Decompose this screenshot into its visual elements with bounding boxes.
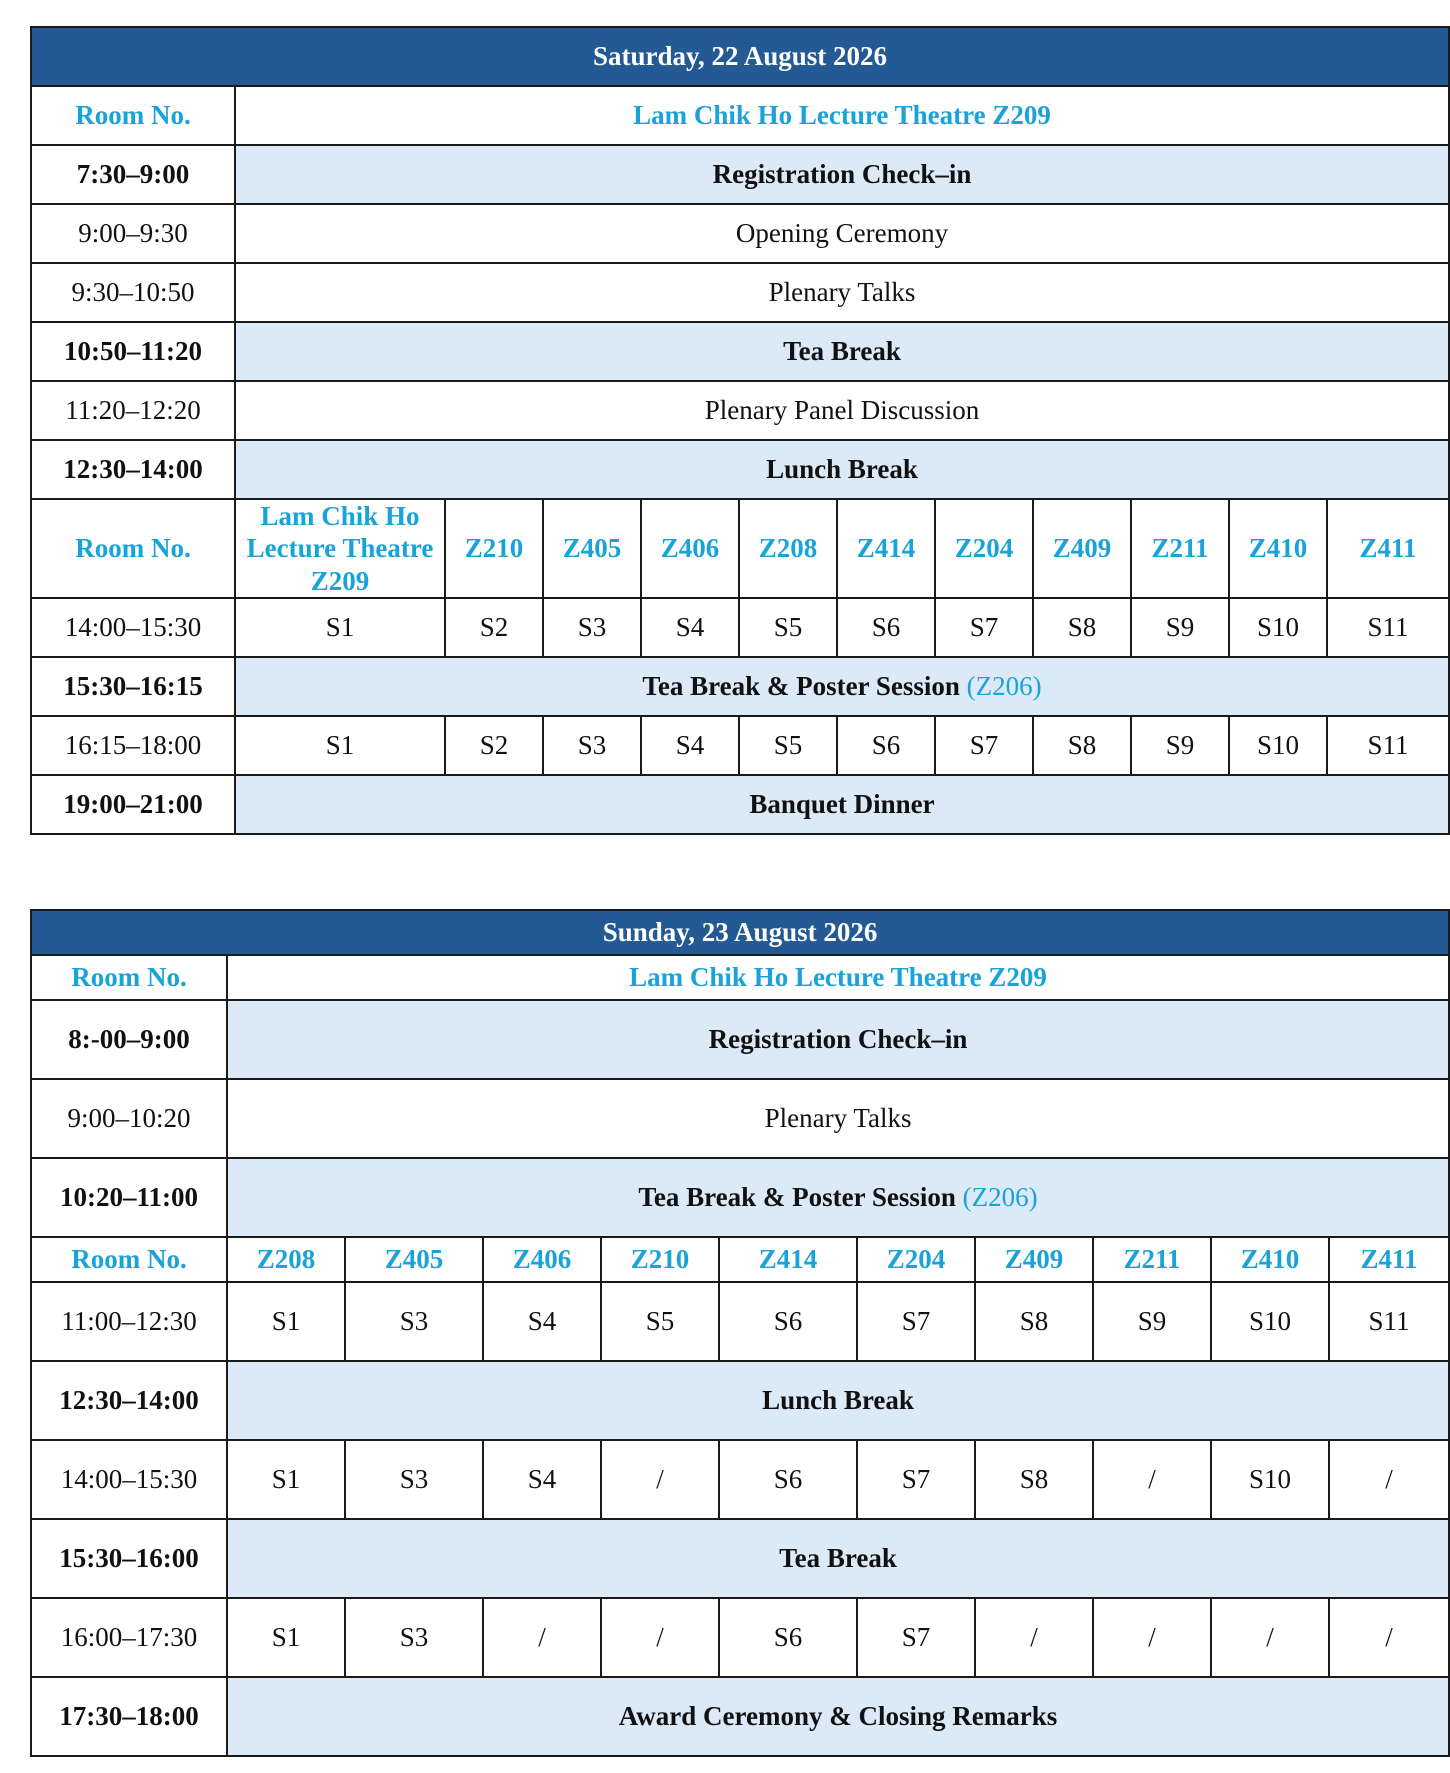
time-slot: 11:00–12:30 xyxy=(31,1282,227,1361)
event-registration: Registration Check–in xyxy=(235,145,1449,204)
session-cell: S6 xyxy=(719,1282,857,1361)
session-cell: S10 xyxy=(1211,1440,1329,1519)
session-cell: S3 xyxy=(543,716,641,775)
main-room: Lam Chik Ho Lecture Theatre Z209 xyxy=(235,86,1449,145)
event-label: Tea Break & Poster Session xyxy=(642,671,960,702)
event-panel-discussion: Plenary Panel Discussion xyxy=(235,381,1449,440)
poster-room: (Z206) xyxy=(966,671,1042,702)
event-opening-ceremony: Opening Ceremony xyxy=(235,204,1449,263)
room-header: Z210 xyxy=(445,499,543,598)
session-cell: S3 xyxy=(345,1282,483,1361)
session-cell: S8 xyxy=(975,1440,1093,1519)
session-cell: S6 xyxy=(837,716,935,775)
room-header: Z208 xyxy=(227,1237,345,1282)
event-label: Tea Break & Poster Session xyxy=(638,1182,956,1213)
session-cell: S1 xyxy=(227,1598,345,1677)
room-header: Z410 xyxy=(1229,499,1327,598)
room-header: Z211 xyxy=(1131,499,1229,598)
time-slot: 9:00–10:20 xyxy=(31,1079,227,1158)
room-header: Z409 xyxy=(1033,499,1131,598)
event-tea-poster xyxy=(227,1158,1449,1237)
time-slot: 10:50–11:20 xyxy=(31,322,235,381)
room-header: Z410 xyxy=(1211,1237,1329,1282)
session-cell: / xyxy=(483,1598,601,1677)
sunday-schedule-table xyxy=(30,909,1450,1757)
session-cell: S11 xyxy=(1327,716,1449,775)
time-slot: 7:30–9:00 xyxy=(31,145,235,204)
time-slot: 14:00–15:30 xyxy=(31,598,235,657)
room-header: Z411 xyxy=(1329,1237,1449,1282)
room-header: Z208 xyxy=(739,499,837,598)
event-banquet-dinner: Banquet Dinner xyxy=(235,775,1449,834)
time-slot: 16:00–17:30 xyxy=(31,1598,227,1677)
session-cell: / xyxy=(1211,1598,1329,1677)
room-header: Z409 xyxy=(975,1237,1093,1282)
room-no-label: Room No. xyxy=(31,955,227,1000)
session-cell: S7 xyxy=(857,1598,975,1677)
event-plenary-talks: Plenary Talks xyxy=(227,1079,1449,1158)
session-cell: / xyxy=(1329,1440,1449,1519)
saturday-schedule-table xyxy=(30,26,1450,835)
time-slot: 8:-00–9:00 xyxy=(31,1000,227,1079)
session-cell: S2 xyxy=(445,716,543,775)
session-cell: / xyxy=(1329,1598,1449,1677)
session-cell: S2 xyxy=(445,598,543,657)
session-cell: / xyxy=(1093,1598,1211,1677)
room-header: Z204 xyxy=(857,1237,975,1282)
session-cell: S8 xyxy=(975,1282,1093,1361)
session-cell: S8 xyxy=(1033,716,1131,775)
session-cell: / xyxy=(601,1598,719,1677)
session-cell: S9 xyxy=(1093,1282,1211,1361)
event-registration: Registration Check–in xyxy=(227,1000,1449,1079)
room-header: Z405 xyxy=(543,499,641,598)
session-cell: S5 xyxy=(739,716,837,775)
session-cell: S11 xyxy=(1329,1282,1449,1361)
room-header: Z414 xyxy=(837,499,935,598)
event-lunch-break: Lunch Break xyxy=(235,440,1449,499)
session-cell: S6 xyxy=(719,1598,857,1677)
session-cell: S10 xyxy=(1211,1282,1329,1361)
session-cell: / xyxy=(601,1440,719,1519)
time-slot: 9:30–10:50 xyxy=(31,263,235,322)
session-cell: S7 xyxy=(857,1440,975,1519)
time-slot: 10:20–11:00 xyxy=(31,1158,227,1237)
room-header: Z211 xyxy=(1093,1237,1211,1282)
room-header: Lam Chik Ho Lecture Theatre Z209 xyxy=(235,499,445,598)
saturday-title: Saturday, 22 August 2026 xyxy=(31,27,1449,86)
session-cell: S10 xyxy=(1229,598,1327,657)
session-cell: S11 xyxy=(1327,598,1449,657)
time-slot: 19:00–21:00 xyxy=(31,775,235,834)
time-slot: 12:30–14:00 xyxy=(31,1361,227,1440)
event-tea-break: Tea Break xyxy=(235,322,1449,381)
session-cell: S4 xyxy=(641,598,739,657)
session-cell: S5 xyxy=(601,1282,719,1361)
room-header: Z210 xyxy=(601,1237,719,1282)
session-cell: S4 xyxy=(483,1440,601,1519)
room-no-label: Room No. xyxy=(31,1237,227,1282)
event-award-closing: Award Ceremony & Closing Remarks xyxy=(227,1677,1449,1756)
session-cell: / xyxy=(975,1598,1093,1677)
time-slot: 11:20–12:20 xyxy=(31,381,235,440)
session-cell: S5 xyxy=(739,598,837,657)
event-tea-poster xyxy=(235,657,1449,716)
main-room: Lam Chik Ho Lecture Theatre Z209 xyxy=(227,955,1449,1000)
event-plenary-talks: Plenary Talks xyxy=(235,263,1449,322)
room-header: Z406 xyxy=(641,499,739,598)
time-slot: 12:30–14:00 xyxy=(31,440,235,499)
session-cell: / xyxy=(1093,1440,1211,1519)
sunday-title: Sunday, 23 August 2026 xyxy=(31,910,1449,955)
session-cell: S6 xyxy=(837,598,935,657)
session-cell: S3 xyxy=(345,1598,483,1677)
room-header: Z406 xyxy=(483,1237,601,1282)
time-slot: 17:30–18:00 xyxy=(31,1677,227,1756)
session-cell: S4 xyxy=(483,1282,601,1361)
session-cell: S8 xyxy=(1033,598,1131,657)
time-slot: 15:30–16:15 xyxy=(31,657,235,716)
room-header: Z414 xyxy=(719,1237,857,1282)
session-cell: S7 xyxy=(857,1282,975,1361)
session-cell: S7 xyxy=(935,716,1033,775)
room-header: Z405 xyxy=(345,1237,483,1282)
event-tea-break: Tea Break xyxy=(227,1519,1449,1598)
session-cell: S1 xyxy=(227,1440,345,1519)
room-no-label: Room No. xyxy=(31,86,235,145)
room-header: Z204 xyxy=(935,499,1033,598)
time-slot: 16:15–18:00 xyxy=(31,716,235,775)
room-no-label: Room No. xyxy=(31,499,235,598)
session-cell: S9 xyxy=(1131,716,1229,775)
session-cell: S1 xyxy=(235,716,445,775)
poster-room: (Z206) xyxy=(962,1182,1038,1213)
session-cell: S6 xyxy=(719,1440,857,1519)
session-cell: S3 xyxy=(543,598,641,657)
time-slot: 9:00–9:30 xyxy=(31,204,235,263)
session-cell: S9 xyxy=(1131,598,1229,657)
session-cell: S7 xyxy=(935,598,1033,657)
session-cell: S4 xyxy=(641,716,739,775)
session-cell: S3 xyxy=(345,1440,483,1519)
event-lunch-break: Lunch Break xyxy=(227,1361,1449,1440)
time-slot: 15:30–16:00 xyxy=(31,1519,227,1598)
time-slot: 14:00–15:30 xyxy=(31,1440,227,1519)
session-cell: S1 xyxy=(227,1282,345,1361)
room-header: Z411 xyxy=(1327,499,1449,598)
session-cell: S10 xyxy=(1229,716,1327,775)
session-cell: S1 xyxy=(235,598,445,657)
